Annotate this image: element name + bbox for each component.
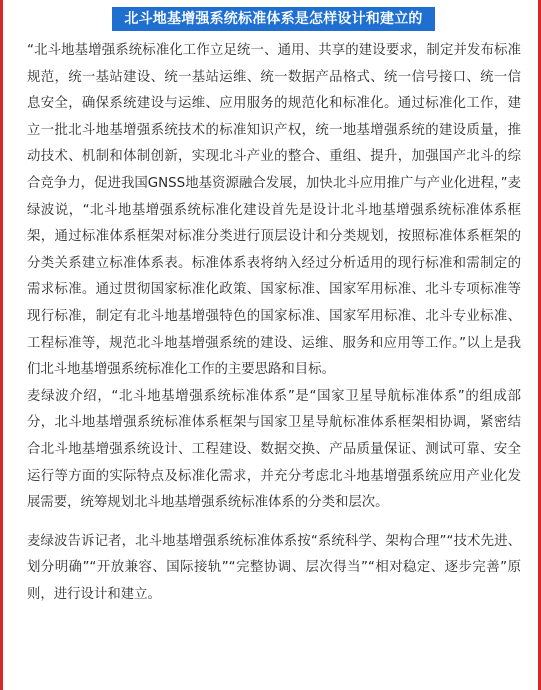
- title-bar: [3, 7, 541, 31]
- article-title: 北斗地基增强系统标准体系是怎样设计和建立的: [112, 7, 434, 31]
- article-body: [27, 38, 521, 608]
- paragraph-3: 麦绿波告诉记者，北斗地基增强系统标准体系按“系统科学、架构合理”“技术先进、划分明确”“开放兼容、国际接轨”“完整协调、层次得当”“相对稳定、逐步完善”原则，进行设计和建立。: [27, 533, 521, 602]
- paragraph-2: 麦绿波介绍，“北斗地基增强系统标准体系”是“国家卫星导航标准体系”的组成部分，北斗地基增强系统标准体系框架与国家卫星导航标准体系框架相协调，紧密结合北斗地基增强系统设计、工程建设、数据交换、产品质量保证、测试可靠、安全运行等方面的实际特点及标准化需求，并充分考虑北斗地基增强系统应用产业化发展需要，统筹规划北斗地基增强系统标准体系的分类和层次。: [27, 388, 521, 511]
- paragraph-1: “北斗地基增强系统标准化工作立足统一、通用、共享的建设要求，制定并发布标准规范，统一基站建设、统一基站运维、统一数据产品格式、统一信号接口、统一信息安全，确保系统建设与运维、应用服务的规范化和标准化。通过标准化工作，建立一批北斗地基增强系统技术的标准知识产权，统一地基增强系统的建设质量，推动技术、机制和体制创新，实现北斗产业的整合、重组、提升，加强国产北斗的综合竞争力，促进我国GNSS地基资源融合发展，加快北斗应用推广与产业化进程，”麦绿波说，“北斗地基增强系统标准化建设首先是设计北斗地基增强系统标准体系框架，通过标准体系框架对标准分类进行顶层设计和分类规划，按照标准体系框架的分类关系建立标准体系表。标准体系表将纳入经过分析适用的现行标准和需制定的需求标准。通过贯彻国家标准化政策、国家标准、国家军用标准、北斗专项标准等现行标准，制定有北斗地基增强特色的国家标准、国家军用标准、北斗专业标准、工程标准等，规范北斗地基增强系统的建设、运维、服务和应用等工作。”以上是我们北斗地基增强系统标准化工作的主要思路和目标。: [27, 43, 521, 378]
